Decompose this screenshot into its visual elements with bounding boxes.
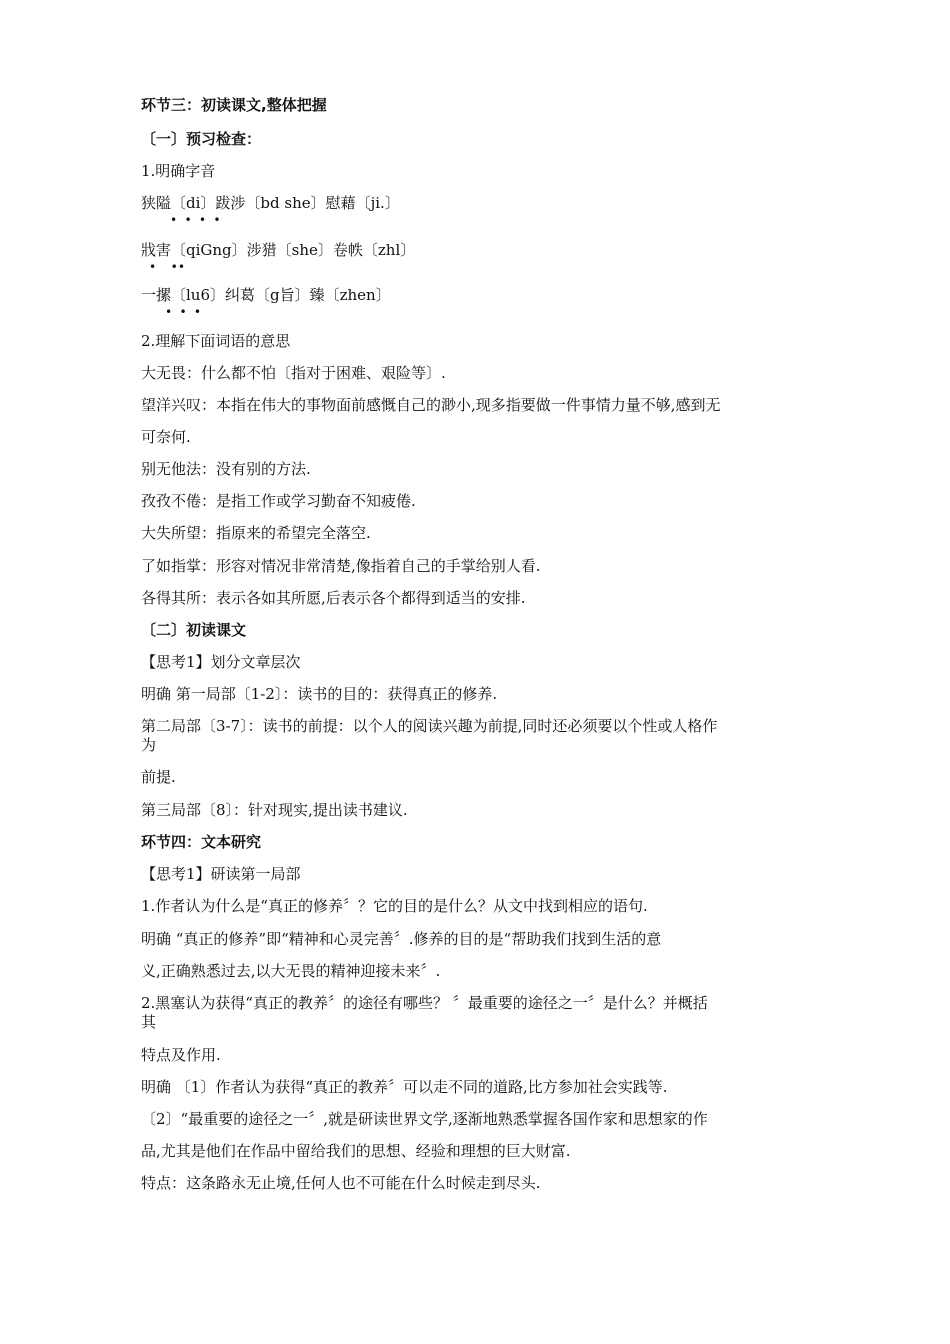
emphasis-dots-2: • •• <box>149 260 186 274</box>
vocab-definition: 孜孜不倦：是指工作或学习勤奋不知疲倦. <box>141 492 416 510</box>
question-text: 1.作者认为什么是“真正的修养〞？它的目的是什么？从文中找到相应的语句. <box>141 897 648 915</box>
answer-text: 前提. <box>141 768 176 786</box>
question-text: 2.黑塞认为获得“真正的教养〞的途径有哪些？ 〞最重要的途径之一〞是什么？并概括 <box>141 994 708 1012</box>
answer-text: 明确 〔1〕作者认为获得“真正的教养〞可以走不同的道路,比方参加社会实践等. <box>141 1078 668 1096</box>
answer-text: 〔2〕“最重要的途径之一〞,就是研读世界文学,逐渐地熟悉掌握各国作家和思想家的作 <box>141 1110 708 1128</box>
question-text: 特点及作用. <box>141 1046 221 1064</box>
vocab-definition: 了如指掌：形容对情况非常清楚,像指着自己的手掌给别人看. <box>141 557 541 575</box>
answer-text-wrap: 为 <box>141 736 157 754</box>
answer-text: 明确 第一局部〔1-2〕：读书的目的：获得真正的修养. <box>141 685 498 703</box>
pronunciation-line-2: 戕害〔qiGng〕涉猎〔she〕卷帙〔zhl〕 <box>141 241 416 259</box>
vocab-definition: 大失所望：指原来的希望完全落空. <box>141 524 371 542</box>
subsection-heading-first-reading: 〔二〕初读课文 <box>141 621 247 639</box>
emphasis-dots-3: • • • <box>165 305 202 319</box>
vocab-definition: 望洋兴叹：本指在伟大的事物面前感慨自己的渺小,现多指要做一件事情力量不够,感到无 <box>141 396 721 414</box>
question-text-wrap: 其 <box>141 1013 157 1031</box>
vocab-definition-continued: 可奈何. <box>141 428 191 446</box>
item-heading-pronunciation: 1.明确字音 <box>141 162 216 180</box>
question-heading: 【思考1】研读第一局部 <box>141 865 301 883</box>
subsection-heading-preview: 〔一〕预习检查： <box>141 130 262 148</box>
vocab-definition: 各得其所：表示各如其所愿,后表示各个都得到适当的安排. <box>141 589 526 607</box>
answer-text: 义,正确熟悉过去,以大无畏的精神迎接未来〞. <box>141 962 441 980</box>
section-heading-4: 环节四：文本研究 <box>141 833 262 851</box>
answer-text: 第三局部〔8〕：针对现实,提出读书建议. <box>141 801 408 819</box>
answer-text: 第二局部〔3-7〕：读书的前提：以个人的阅读兴趣为前提,同时还必须要以个性或人格作 <box>141 717 718 735</box>
vocab-definition: 别无他法：没有别的方法. <box>141 460 311 478</box>
pronunciation-line-3: 一摞〔lu6〕纠葛〔g旨〕臻〔zhen〕 <box>141 286 391 304</box>
section-heading-3: 环节三：初读课文,整体把握 <box>141 96 327 114</box>
pronunciation-line-1: 狭隘〔di〕跋涉〔bd she〕慰藉〔ji.〕 <box>141 194 400 212</box>
answer-text: 特点：这条路永无止境,任何人也不可能在什么时候走到尽头. <box>141 1174 541 1192</box>
item-heading-vocabulary: 2.理解下面词语的意思 <box>141 332 291 350</box>
vocab-definition: 大无畏：什么都不怕〔指对于困难、艰险等〕. <box>141 364 446 382</box>
question-heading: 【思考1】划分文章层次 <box>141 653 301 671</box>
answer-text: 明确 “真正的修养”即“精神和心灵完善〞.修养的目的是“帮助我们找到生活的意 <box>141 930 662 948</box>
answer-text: 品,尤其是他们在作品中留给我们的思想、经验和理想的巨大财富. <box>141 1142 571 1160</box>
emphasis-dots-1: • • • • <box>170 213 221 227</box>
